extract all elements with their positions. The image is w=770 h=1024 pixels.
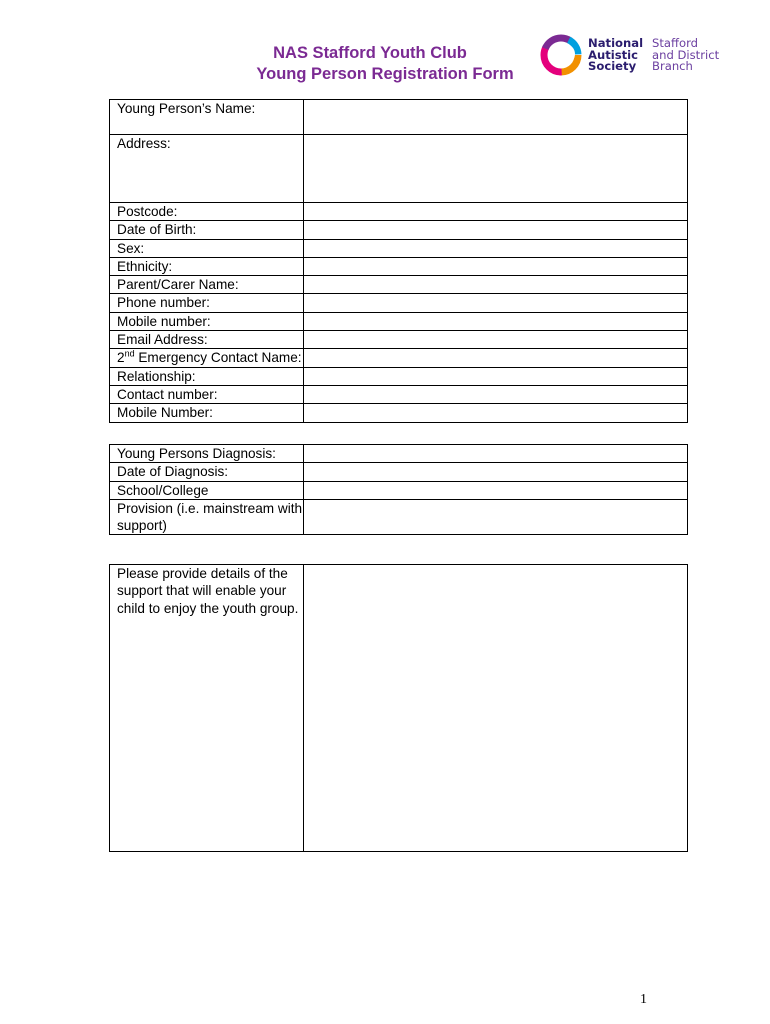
relationship-field[interactable]	[304, 367, 688, 385]
postcode-label: Postcode:	[110, 203, 304, 221]
mobile-number-label: Mobile number:	[110, 312, 304, 330]
relationship-label: Relationship:	[110, 367, 304, 385]
date-of-birth-field[interactable]	[304, 221, 688, 239]
sex-label: Sex:	[110, 239, 304, 257]
diagnosis-label: Young Persons Diagnosis:	[110, 445, 304, 463]
logo-branch-name: Stafford and District Branch	[652, 36, 720, 73]
phone-number-field[interactable]	[304, 294, 688, 312]
parent-carer-name-field[interactable]	[304, 276, 688, 294]
school-college-label: School/College	[110, 481, 304, 499]
personal-details-table	[109, 99, 688, 423]
parent-carer-name-label: Parent/Carer Name:	[110, 276, 304, 294]
emergency-mobile-number-label: Mobile Number:	[110, 404, 304, 422]
diagnosis-field[interactable]	[304, 445, 688, 463]
young-person-name-field[interactable]	[304, 100, 688, 135]
support-details-label: Please provide details of the support that will enable your child to enjoy the youth group.	[110, 565, 304, 852]
address-label: Address:	[110, 135, 304, 203]
phone-number-label: Phone number:	[110, 294, 304, 312]
emergency-contact-name-field[interactable]	[304, 349, 688, 367]
logo-org-name: National Autistic Society	[588, 36, 644, 73]
contact-number-label: Contact number:	[110, 385, 304, 403]
date-of-diagnosis-field[interactable]	[304, 463, 688, 481]
emergency-contact-name-label: 2nd Emergency Contact Name:	[110, 349, 304, 367]
page-number: 1	[640, 992, 647, 1007]
contact-number-field[interactable]	[304, 385, 688, 403]
email-address-field[interactable]	[304, 331, 688, 349]
ethnicity-label: Ethnicity:	[110, 257, 304, 275]
sex-field[interactable]	[304, 239, 688, 257]
emergency-mobile-number-field[interactable]	[304, 404, 688, 422]
email-address-label: Email Address:	[110, 331, 304, 349]
diagnosis-table	[109, 444, 688, 535]
support-details-field[interactable]	[304, 565, 688, 852]
form-title: NAS Stafford Youth Club	[273, 44, 467, 62]
postcode-field[interactable]	[304, 203, 688, 221]
form-subtitle: Young Person Registration Form	[256, 65, 514, 83]
support-details-table	[109, 564, 688, 852]
mobile-number-field[interactable]	[304, 312, 688, 330]
provision-field[interactable]	[304, 499, 688, 535]
provision-label: Provision (i.e. mainstream with support)	[110, 499, 304, 535]
school-college-field[interactable]	[304, 481, 688, 499]
young-person-name-label: Young Person’s Name:	[110, 100, 304, 135]
nas-ring-logo-icon	[538, 32, 584, 78]
nas-logo	[538, 32, 738, 78]
ethnicity-field[interactable]	[304, 257, 688, 275]
address-field[interactable]	[304, 135, 688, 203]
date-of-birth-label: Date of Birth:	[110, 221, 304, 239]
date-of-diagnosis-label: Date of Diagnosis:	[110, 463, 304, 481]
